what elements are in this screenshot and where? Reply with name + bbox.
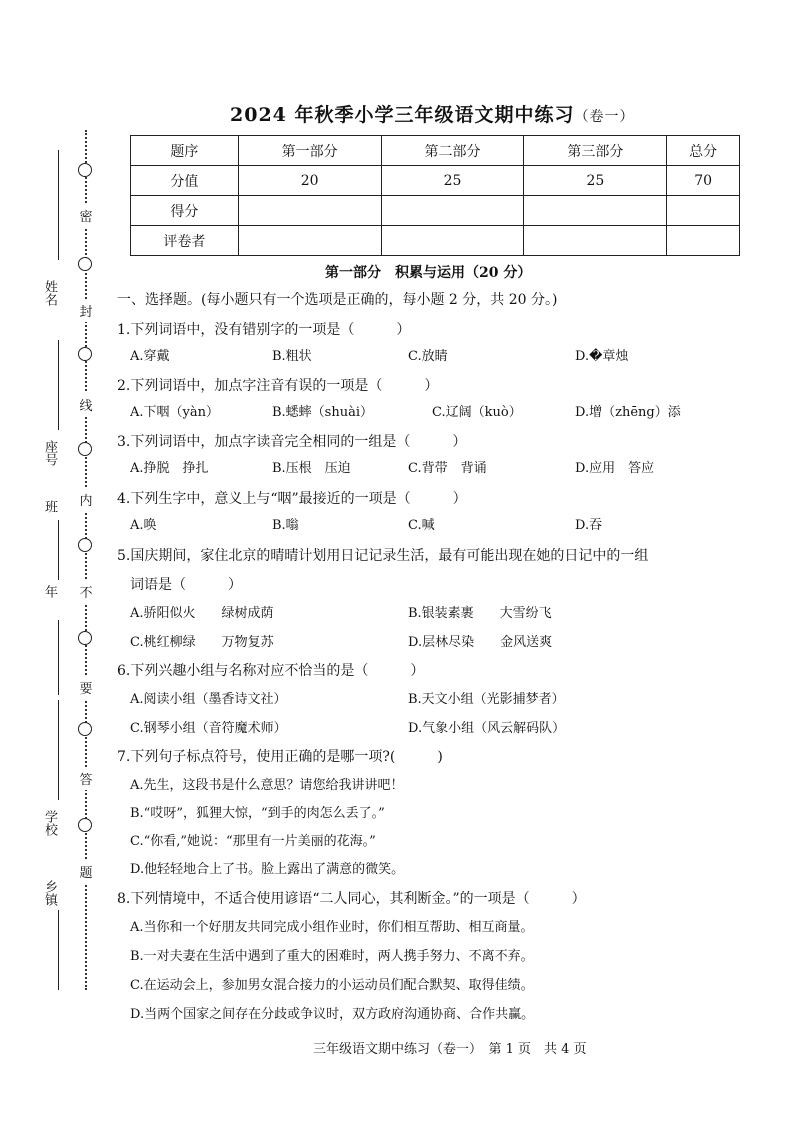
question-stem: 7.下列句子标点符号，使用正确的是哪一项?( ) (117, 749, 443, 765)
option[interactable]: D.当两个国家之间存在分歧或争议时，双方政府沟通协商、合作共赢。 (130, 1007, 535, 1022)
option[interactable]: A.先生，这段书是什么意思？请您给我讲讲吧！ (130, 778, 404, 793)
option[interactable]: B.嗡 (272, 518, 299, 533)
binding-circle (78, 442, 92, 456)
option[interactable]: A.当你和一个好朋友共同完成小组作业时，你们相互帮助、相互商量。 (130, 920, 534, 935)
field-seat: 座号 (42, 440, 57, 466)
binding-circle (78, 347, 92, 361)
question-stem: 3.下列词语中，加点字读音完全相同的一组是（ ） (117, 434, 467, 450)
option[interactable]: C.“你看,”她说：“那里有一片美丽的花海。” (130, 834, 376, 849)
grader-input-cell[interactable] (381, 226, 524, 256)
option[interactable]: C.桃红柳绿 万物复苏 (130, 635, 274, 650)
option[interactable]: A.挣脱 挣扎 (130, 461, 209, 476)
seal-char-5: 不 (78, 580, 94, 603)
score-input-cell[interactable] (238, 196, 381, 226)
table-cell: 第二部分 (381, 136, 524, 166)
table-cell: 70 (667, 166, 740, 196)
field-class: 班 (42, 500, 57, 513)
question-stem: 5.国庆期间，家住北京的晴晴计划用日记记录生活，最有可能出现在她的日记中的一组 (117, 548, 649, 564)
option[interactable]: D.应用 答应 (575, 461, 655, 476)
seal-char-1: 密 (78, 204, 94, 227)
option[interactable]: A.穿戴 (130, 349, 170, 364)
option[interactable]: A.下咽（yàn） (130, 405, 219, 420)
title-main: 2024 年秋季小学三年级语文期中练习 (230, 104, 575, 126)
section-title: 第一部分 积累与运用（20 分） (325, 265, 532, 281)
seal-char-2: 封 (78, 299, 94, 322)
seal-char-6: 要 (78, 676, 94, 699)
grader-input-cell[interactable] (524, 226, 667, 256)
option[interactable]: C.喊 (408, 518, 435, 533)
option[interactable]: B.蟋蟀（shuài） (272, 405, 374, 420)
option[interactable]: B.“哎呀”，狐狸大惊，“到手的肉怎么丢了。” (130, 806, 385, 821)
field-school: 学校 (42, 810, 57, 836)
option[interactable]: C.放睛 (408, 349, 448, 364)
title-suffix: （卷一） (574, 109, 635, 125)
field-township: 乡镇 (42, 880, 57, 906)
binding-circle (78, 722, 92, 736)
question-stem: 4.下列生字中，意义上与“咽”最接近的一项是（ ） (117, 491, 467, 507)
seal-char-3: 线 (78, 393, 94, 416)
table-cell: 20 (238, 166, 381, 196)
option[interactable]: D.层林尽染 金风送爽 (408, 635, 553, 650)
option[interactable]: D.增（zhēng）添 (575, 405, 681, 420)
seal-char-7: 答 (78, 767, 94, 790)
score-table (130, 135, 740, 256)
option[interactable]: A.阅读小组（墨香诗文社） (130, 692, 287, 707)
field-grade: 年 (42, 585, 57, 598)
binding-circle (78, 257, 92, 271)
binding-circle (78, 818, 92, 832)
question-stem-cont: 词语是（ ） (130, 577, 242, 593)
field-name: 姓名 (42, 280, 57, 306)
question-stem: 8.下列情境中，不适合使用谚语“二人同心，其利断金。”的一项是（ ） (117, 891, 586, 907)
seat-line (58, 340, 59, 430)
grader-input-cell[interactable] (667, 226, 740, 256)
page-footer: 三年级语文期中练习（卷一） 第 1 页 共 4 页 (313, 1042, 587, 1057)
class-line (58, 520, 59, 580)
option[interactable]: D.气象小组（风云解码队） (408, 721, 566, 736)
table-cell: 25 (381, 166, 524, 196)
option[interactable]: B.粗状 (272, 349, 312, 364)
binding-circle (78, 631, 92, 645)
option[interactable]: A.骄阳似火 绿树成荫 (130, 606, 274, 621)
name-line (58, 150, 59, 260)
option[interactable]: D.�章烛 (575, 349, 629, 364)
option[interactable]: B.银装素裹 大雪纷飞 (408, 606, 552, 621)
table-row (131, 166, 740, 196)
question-stem: 2.下列词语中，加点字注音有误的一项是（ ） (117, 378, 439, 394)
table-row (131, 196, 740, 226)
option[interactable]: D.他轻轻地合上了书。脸上露出了满意的微笑。 (130, 862, 405, 877)
grader-input-cell[interactable] (238, 226, 381, 256)
table-cell: 得分 (131, 196, 239, 226)
table-cell: 题序 (131, 136, 239, 166)
option[interactable]: B.一对夫妻在生活中遇到了重大的困难时，两人携手努力、不离不弃。 (130, 949, 534, 964)
option[interactable]: D.吞 (575, 518, 603, 533)
question-stem: 1.下列词语中，没有错别字的一项是（ ） (117, 322, 411, 338)
table-cell: 25 (524, 166, 667, 196)
page-title (230, 100, 635, 127)
table-cell: 第三部分 (524, 136, 667, 166)
option[interactable]: C.辽阔（kuò） (432, 405, 522, 420)
option[interactable]: C.背带 背诵 (408, 461, 487, 476)
score-input-cell[interactable] (524, 196, 667, 226)
option[interactable]: A.唤 (130, 518, 157, 533)
table-row (131, 226, 740, 256)
option[interactable]: B.天文小组（光影捕梦者） (408, 692, 565, 707)
score-input-cell[interactable] (667, 196, 740, 226)
binding-circle (78, 163, 92, 177)
table-cell: 第一部分 (238, 136, 381, 166)
option[interactable]: C.钢琴小组（音符魔术师） (130, 721, 287, 736)
option[interactable]: B.压根 压迫 (272, 461, 351, 476)
question-stem: 6.下列兴趣小组与名称对应不恰当的是（ ） (117, 663, 425, 679)
township-line (58, 910, 59, 990)
table-cell: 总分 (667, 136, 740, 166)
table-cell: 分值 (131, 166, 239, 196)
seal-char-8: 题 (78, 860, 94, 883)
grade-line (58, 620, 59, 695)
seal-char-4: 内 (78, 488, 94, 511)
school-line (58, 700, 59, 800)
score-table-header (131, 136, 740, 166)
instruction: 一、选择题。(每小题只有一个选项是正确的，每小题 2 分，共 20 分。) (117, 292, 558, 308)
binding-circle (78, 538, 92, 552)
score-input-cell[interactable] (381, 196, 524, 226)
table-cell: 评卷者 (131, 226, 239, 256)
option[interactable]: C.在运动会上，参加男女混合接力的小运动员们配合默契、取得佳绩。 (130, 978, 534, 993)
